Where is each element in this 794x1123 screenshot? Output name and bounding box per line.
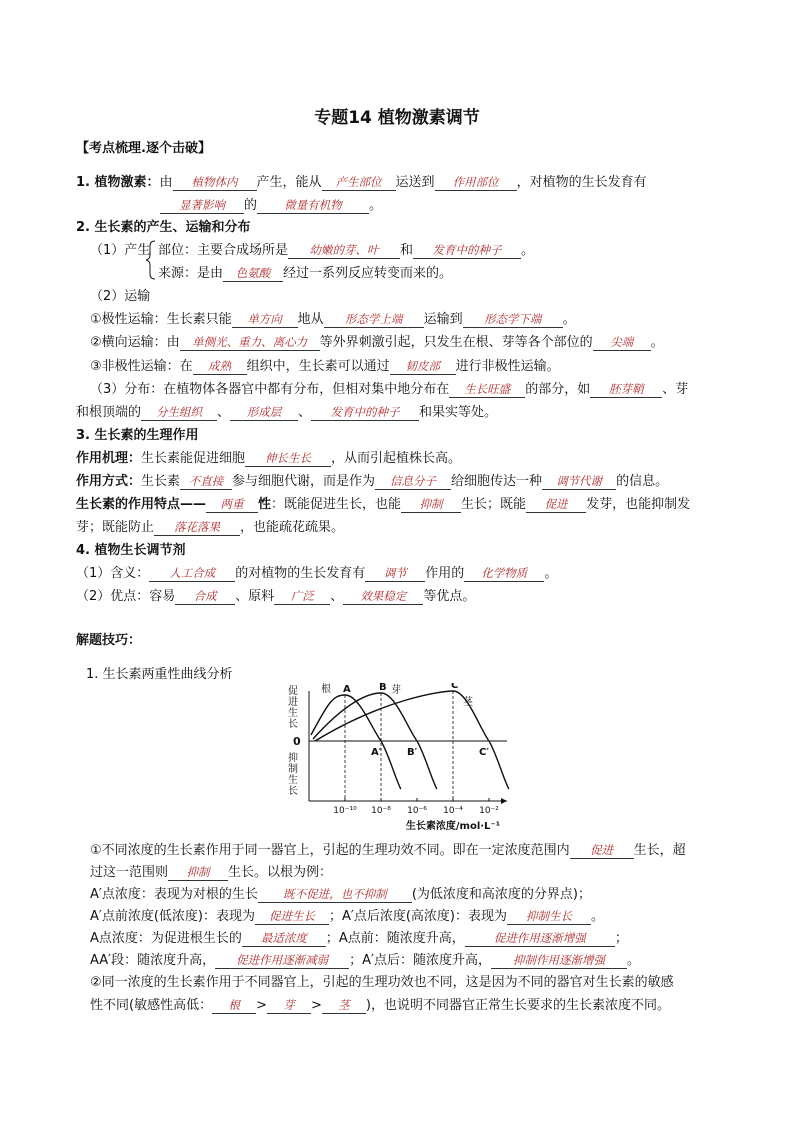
answer-blank: 信息分子 — [375, 474, 451, 490]
s2-p2: （2）运输 — [90, 289, 151, 304]
answer-blank: 合成 — [175, 589, 235, 605]
s2-text: 进行非极性运输。 — [455, 359, 560, 374]
s3-text: ，也能疏花疏果。 — [240, 520, 345, 535]
s3-mechanism — [76, 450, 461, 468]
s3-text: 生长素 — [141, 474, 181, 489]
s4-text: 等优点。 — [423, 589, 476, 604]
s2-r2 — [90, 334, 664, 352]
s3-text: 发芽，也能抑制发 — [586, 497, 691, 512]
x-axis-arrow-icon — [501, 798, 507, 804]
analysis-text: (为低浓度和高浓度的分界点)； — [411, 887, 592, 902]
answer-blank: 广泛 — [274, 589, 330, 605]
analysis-text: AA′段：随浓度升高， — [90, 953, 216, 968]
answer-blank: 抑制 — [401, 497, 461, 513]
s2-text: 、 — [298, 405, 312, 420]
answer-blank: 促进 — [526, 497, 586, 513]
analysis-text: ①不同浓度的生长素作用于同一器官上，引起的生理功效不同。即在一定浓度范围内 — [90, 843, 570, 858]
analysis-line-3 — [90, 886, 591, 904]
s2-text: 、芽 — [662, 382, 689, 397]
answer-blank: 调节代谢 — [542, 474, 616, 490]
analysis-text: A点浓度：为促进根生长的 — [90, 931, 242, 946]
s2-p3 — [90, 381, 688, 399]
x-tick-label: 10⁻⁸ — [371, 806, 391, 816]
x-tick-label: 10⁻² — [479, 806, 499, 816]
s3-text: 生长；既能 — [461, 497, 527, 512]
s2-text: 经过一系列反应转变而来的。 — [283, 266, 453, 281]
s4-text: 的对植物的生长发育有 — [235, 566, 366, 581]
zero-cross-label: C′ — [479, 747, 489, 758]
analysis-line-8 — [90, 997, 670, 1015]
series-line-1 — [311, 695, 401, 789]
s1-text: 运送到 — [395, 175, 435, 190]
page-title: 专题14 植物激素调节 — [314, 108, 480, 128]
answer-blank: 促进作用逐渐减弱 — [215, 953, 349, 969]
s2-text: 地从 — [297, 312, 324, 327]
answer-blank: 单侧光、重力、离心力 — [180, 335, 320, 351]
s1-label: 1. 植物激素： — [76, 175, 160, 190]
s3-label: 作用机理： — [76, 451, 142, 466]
answer-blank: 促进生长 — [255, 909, 329, 925]
answer-blank: 韧皮部 — [390, 359, 456, 375]
answer-blank: 茎 — [322, 998, 366, 1014]
analysis-text: 生长，超 — [633, 843, 686, 858]
s3-heading: 3. 生长素的生理作用 — [76, 428, 199, 443]
tips-heading: 解题技巧： — [76, 633, 142, 648]
analysis-text: 生长。以根为例： — [228, 865, 333, 880]
s2-text: 。 — [521, 243, 535, 258]
answer-blank: 伸长生长 — [245, 451, 331, 467]
analysis-text: 。 — [591, 909, 605, 924]
s2-p1b — [158, 265, 452, 283]
peak-label: B — [379, 683, 387, 693]
answer-blank: 调节 — [365, 566, 425, 582]
answer-blank: 形态学下端 — [463, 312, 563, 328]
answer-blank: 芽 — [267, 998, 311, 1014]
s2-text: 等外界刺激引起，只发生在根、芽等各个部位的 — [319, 335, 593, 350]
zero-cross-label: B′ — [407, 747, 418, 758]
answer-blank: 胚芽鞘 — [590, 382, 662, 398]
s1-line-1 — [76, 174, 647, 192]
s4-definition — [76, 565, 557, 583]
answer-blank: 效果稳定 — [343, 589, 423, 605]
s3-label: 生长素的作用特点—— — [76, 497, 207, 512]
peak-label: C — [451, 683, 459, 691]
s4-text: 、原料 — [235, 589, 275, 604]
answer-blank: 促进 — [570, 843, 634, 859]
s2-text: ③非极性运输：在 — [90, 359, 193, 374]
answer-blank: 抑制生长 — [507, 909, 591, 925]
brace-icon — [146, 240, 156, 280]
s2-text: 和 — [400, 243, 414, 258]
s2-p1-prefix: （1）产生 — [90, 243, 151, 258]
s4-text: （1）含义： — [76, 566, 150, 581]
section-heading-review: 【考点梳理.逐个击破】 — [76, 141, 211, 156]
analysis-text: > — [310, 998, 322, 1013]
analysis-text: ； — [614, 931, 628, 946]
answer-blank: 不直接 — [180, 474, 232, 490]
s1-text: 的 — [244, 198, 258, 213]
answer-blank: 产生部位 — [322, 175, 396, 191]
answer-blank: 微量有机物 — [257, 198, 369, 214]
s3-text: 给细胞传达一种 — [451, 474, 543, 489]
s1-text: 由 — [159, 175, 173, 190]
answer-blank: 形成层 — [230, 405, 298, 421]
answer-blank: 作用部位 — [435, 175, 517, 191]
analysis-line-2 — [90, 864, 332, 882]
s2-r1 — [90, 311, 576, 329]
answer-blank: 生长旺盛 — [449, 382, 525, 398]
s2-text: （3）分布：在植物体各器官中都有分布，但相对集中地分布在 — [90, 382, 450, 397]
s2-text: 和根顶端的 — [76, 405, 142, 420]
s4-text: （2）优点：容易 — [76, 589, 176, 604]
s2-r3 — [90, 358, 560, 376]
s3-text: 生长素能促进细胞 — [141, 451, 246, 466]
s2-text: 。 — [650, 335, 664, 350]
answer-blank: 落花落果 — [154, 520, 240, 536]
analysis-text: A′点浓度：表现为对根的生长 — [90, 887, 258, 902]
answer-blank: 化学物质 — [464, 566, 544, 582]
x-tick-label: 10⁻¹⁰ — [333, 806, 357, 816]
s3-label: 作用方式： — [76, 474, 142, 489]
s2-text: 。 — [562, 312, 576, 327]
answer-blank: 抑制 — [168, 865, 228, 881]
s2-text: 组织中，生长素可以通过 — [246, 359, 390, 374]
s3-text: ，从而引起植株长高。 — [331, 451, 462, 466]
answer-blank: 促进作用逐渐增强 — [465, 931, 615, 947]
x-tick-label: 10⁻⁶ — [407, 806, 427, 816]
analysis-line-7: ②同一浓度的生长素作用于不同器官上，引起的生理功效也不同，这是因为不同的器官对生长素的敏感 — [90, 975, 674, 990]
peak-label: A — [343, 684, 351, 695]
s1-text: 。 — [369, 198, 383, 213]
answer-blank: 成熟 — [193, 359, 247, 375]
analysis-text: ；A点前：随浓度升高， — [325, 931, 465, 946]
answer-blank: 两重 — [206, 497, 258, 513]
s3-label: 性 — [258, 497, 272, 512]
s2-p1a — [158, 242, 534, 260]
auxin-dual-effect-chart — [285, 683, 515, 833]
s3-text: 参与细胞代谢，而是作为 — [232, 474, 376, 489]
analysis-line-1 — [90, 842, 686, 860]
y-label-promote: 促进生长 — [288, 686, 298, 730]
analysis-line-5 — [90, 930, 628, 948]
series-name-label: 茎 — [463, 697, 473, 708]
analysis-line-4 — [90, 908, 604, 926]
analysis-text: 性不同(敏感性高低： — [90, 998, 213, 1013]
answer-blank: 最适浓度 — [242, 931, 326, 947]
s2-text: 、 — [217, 405, 231, 420]
answer-blank: 人工合成 — [149, 566, 235, 582]
series-name-label: 芽 — [391, 685, 401, 696]
zero-label: 0 — [293, 735, 301, 748]
analysis-text: ；A′点后：随浓度升高， — [349, 953, 491, 968]
s2-text: 部位：主要合成场所是 — [158, 243, 289, 258]
analysis-text: A′点前浓度(低浓度)：表现为 — [90, 909, 255, 924]
series-line-3 — [315, 691, 509, 789]
s4-text: 。 — [544, 566, 558, 581]
s1-line-2 — [160, 197, 382, 215]
answer-blank: 根 — [212, 998, 256, 1014]
zero-cross-label: A′ — [371, 747, 382, 758]
s3-characteristic-2 — [76, 519, 344, 537]
s3-mode — [76, 473, 668, 491]
chart-svg — [285, 683, 515, 833]
s2-text: 的部分，如 — [525, 382, 591, 397]
series-name-label: 根 — [321, 684, 331, 695]
s2-text: 运输到 — [423, 312, 463, 327]
analysis-text: )，也说明不同器官正常生长要求的生长素浓度不同。 — [365, 998, 670, 1013]
answer-blank: 色氨酸 — [223, 266, 283, 282]
analysis-text: 。 — [626, 953, 640, 968]
answer-blank: 分生组织 — [141, 405, 217, 421]
answer-blank: 形态学上端 — [324, 312, 424, 328]
s1-text: 产生，能从 — [256, 175, 322, 190]
s2-text: 来源：是由 — [158, 266, 224, 281]
answer-blank: 既不促进，也不抑制 — [258, 887, 412, 903]
answer-blank: 尖端 — [593, 335, 651, 351]
s2-text: ②横向运输：由 — [90, 335, 180, 350]
tips-item-1: 1. 生长素两重性曲线分析 — [86, 667, 233, 682]
y-label-inhibit: 抑制生长 — [288, 753, 298, 797]
answer-blank: 植物体内 — [173, 175, 257, 191]
analysis-line-6 — [90, 952, 640, 970]
s2-text: ①极性运输：生长素只能 — [90, 312, 232, 327]
s2-text: 和果实等处。 — [419, 405, 498, 420]
answer-blank: 发育中的种子 — [413, 243, 521, 259]
answer-blank: 显著影响 — [160, 198, 244, 214]
s4-text: 作用的 — [425, 566, 465, 581]
s1-text: ，对植物的生长发育有 — [516, 175, 647, 190]
answer-blank: 幼嫩的芽、叶 — [288, 243, 400, 259]
x-tick-label: 10⁻⁴ — [443, 806, 463, 816]
s3-text: 的信息。 — [616, 474, 669, 489]
s2-p3b — [76, 404, 497, 422]
answer-blank: 抑制作用逐渐增强 — [491, 953, 627, 969]
s4-heading: 4. 植物生长调节剂 — [76, 543, 186, 558]
analysis-text: > — [256, 998, 267, 1013]
x-axis-label: 生长素浓度/mol·L⁻¹ — [405, 821, 501, 832]
s3-text: 芽；既能防止 — [76, 520, 155, 535]
analysis-text: ；A′点后浓度(高浓度)：表现为 — [329, 909, 507, 924]
answer-blank: 单方向 — [232, 312, 298, 328]
s4-text: 、 — [330, 589, 344, 604]
s3-characteristic — [76, 496, 690, 514]
s3-text: ：既能促进生长，也能 — [271, 497, 402, 512]
answer-blank: 发育中的种子 — [311, 405, 419, 421]
s4-advantages — [76, 588, 475, 606]
analysis-text: 过这一范围则 — [90, 865, 169, 880]
s2-heading: 2. 生长素的产生、运输和分布 — [76, 220, 251, 235]
